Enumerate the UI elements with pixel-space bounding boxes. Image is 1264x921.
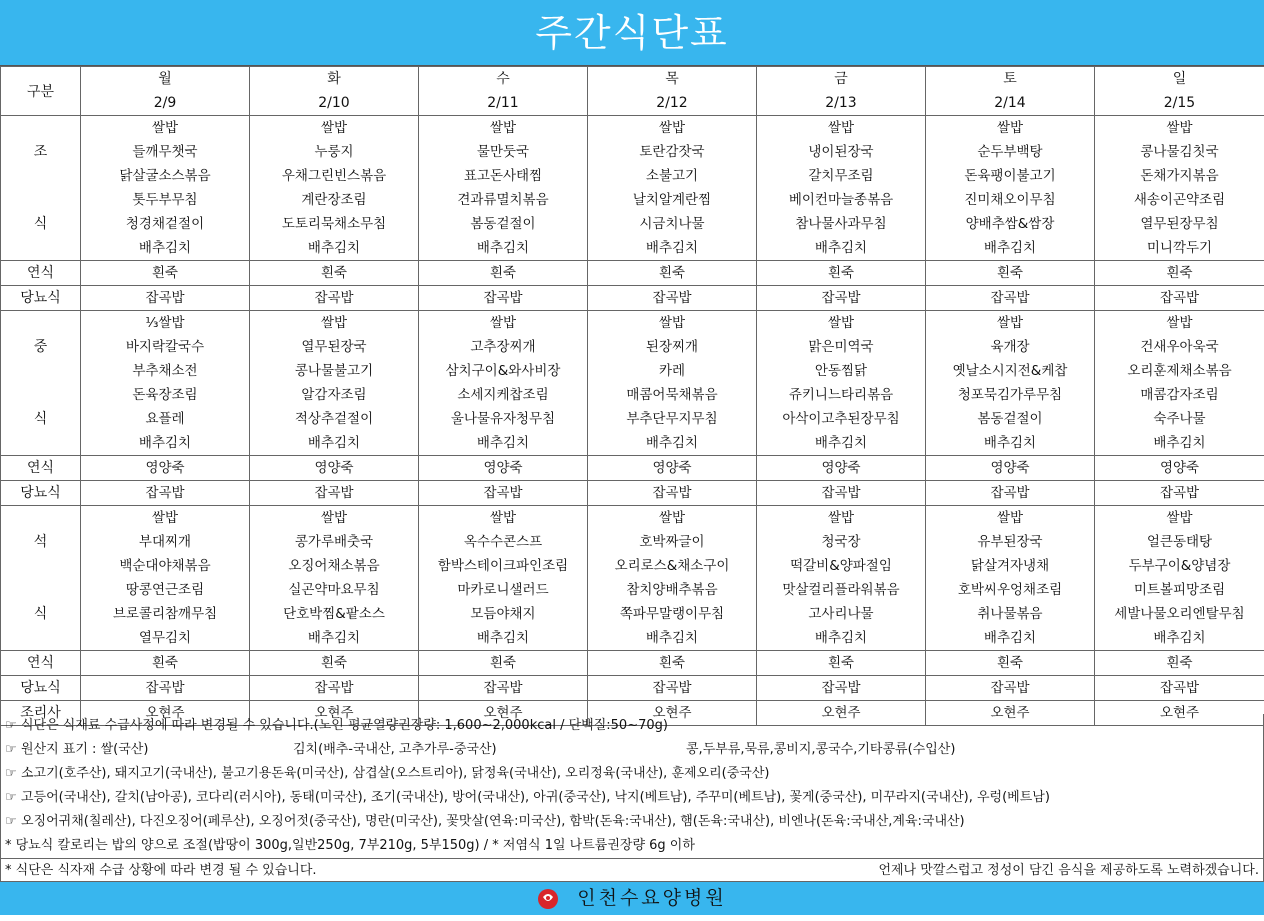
menu-item: 숙주나물 [1095,407,1264,431]
lunch-soft-label: 연식 [1,456,81,481]
dinner-label-bottom: 식 [1,602,80,626]
menu-item: 견과류멸치볶음 [419,188,587,212]
diabetic-menu-cell: 잡곡밥 [250,481,419,506]
notes-section [0,714,1264,858]
menu-item: 배추김치 [926,431,1094,455]
menu-item: 참치양배추볶음 [588,578,756,602]
soft-menu-cell: 흰죽 [250,651,419,676]
menu-item: 부대찌개 [81,530,249,554]
menu-item: 표고돈사태찜 [419,164,587,188]
lunch-day-cell [250,311,419,456]
menu-item: 두부구이&양념장 [1095,554,1264,578]
menu-item: 매콤어묵채볶음 [588,383,756,407]
menu-item: 쌀밥 [419,116,587,140]
menu-item: 안동찜닭 [757,359,925,383]
menu-item: 누룽지 [250,140,418,164]
dinner-day-cell [757,506,926,651]
pointer-icon: ☞ [5,810,21,834]
hospital-name: 인천수요양병원 [577,887,726,909]
soft-menu-cell: 영양죽 [757,456,926,481]
cook-name-cell: 오현주 [926,701,1095,726]
menu-item: 쌀밥 [926,311,1094,335]
diabetic-menu-cell: 잡곡밥 [81,481,250,506]
pointer-icon: ☞ [5,786,21,810]
menu-item: 쌀밥 [926,116,1094,140]
menu-item: 토란감잣국 [588,140,756,164]
menu-item: 배추김치 [588,236,756,260]
menu-item: 바지락칼국수 [81,335,249,359]
menu-item: 닭살겨자냉채 [926,554,1094,578]
menu-item: 건새우아욱국 [1095,335,1264,359]
breakfast-label-top: 조 [1,140,80,164]
day-header-cell [588,67,757,116]
menu-item: 쌀밥 [250,506,418,530]
soft-menu-cell: 흰죽 [757,651,926,676]
day-name: 토 [926,67,1094,91]
breakfast-day-cell [1095,116,1264,261]
soft-menu-cell: 흰죽 [757,261,926,286]
breakfast-label-cell [1,116,81,261]
soft-menu-cell: 흰죽 [419,261,588,286]
diabetic-menu-cell: 잡곡밥 [1095,286,1264,311]
menu-item: 쌀밥 [588,116,756,140]
day-header-cell [1095,67,1264,116]
menu-item: 쌀밥 [757,116,925,140]
soft-menu-cell: 흰죽 [926,651,1095,676]
lunch-diabetic-label: 당뇨식 [1,481,81,506]
breakfast-day-cell [250,116,419,261]
day-header-cell [250,67,419,116]
menu-item: 쌀밥 [757,506,925,530]
menu-item: 청경채겉절이 [81,212,249,236]
menu-item: 들깨무챗국 [81,140,249,164]
menu-item: 오리로스&채소구이 [588,554,756,578]
menu-item: 배추김치 [757,431,925,455]
day-date: 2/11 [419,91,587,115]
hospital-logo-icon [537,888,559,910]
footer [0,882,1264,915]
menu-item: 계란장조림 [250,188,418,212]
menu-item: 시금치나물 [588,212,756,236]
diabetic-menu-cell: 잡곡밥 [588,481,757,506]
menu-item: 배추김치 [419,431,587,455]
day-name: 목 [588,67,756,91]
diabetic-menu-cell: 잡곡밥 [757,286,926,311]
menu-item: 배추김치 [926,236,1094,260]
day-header-cell [926,67,1095,116]
dinner-diabetic-label: 당뇨식 [1,676,81,701]
change-notice: * 식단은 식자재 수급 상황에 따라 변경 될 수 있습니다. [5,863,317,878]
pointer-icon: ☞ [5,738,21,762]
menu-item: 고추장찌개 [419,335,587,359]
bottom-notice [0,858,1264,882]
menu-item: 콩나물김칫국 [1095,140,1264,164]
cook-label: 조리사 [1,701,81,726]
menu-item: 단호박찜&팥소스 [250,602,418,626]
day-date: 2/15 [1095,91,1264,115]
note-line-3: ☞ 소고기(호주산), 돼지고기(국내산), 불고기용돈육(미국산), 삼겹살(오스트리아), 닭정육(국내산), 오리정육(국내산), 훈제오리(중국산) [1,762,1263,786]
menu-item: 쌀밥 [81,116,249,140]
cook-name-cell: 오현주 [419,701,588,726]
menu-item: 실곤약마요무침 [250,578,418,602]
note-line-4: ☞ 고등어(국내산), 갈치(남아공), 코다리(러시아), 동태(미국산), 조기(국내산), 방어(국내산), 아귀(중국산), 낙지(베트남), 주꾸미(베트남), 꽃게(중국산), 미꾸라지(국내산), 우렁(베트남) [1,786,1263,810]
menu-item: 모듬야채지 [419,602,587,626]
dinner-menu-row [1,506,1264,651]
menu-item: 브로콜리참깨무침 [81,602,249,626]
menu-item: 마카로니샐러드 [419,578,587,602]
origin-beans: 콩,두부류,묵류,콩비지,콩국수,기타콩류(수입산) [686,738,955,762]
lunch-label-bottom: 식 [1,407,80,431]
menu-item: 양배추쌈&쌈장 [926,212,1094,236]
soft-menu-cell: 영양죽 [419,456,588,481]
menu-item: 배추김치 [419,236,587,260]
menu-item: 맑은미역국 [757,335,925,359]
header-label-cell [1,67,81,116]
dinner-day-cell [419,506,588,651]
menu-item: 울나물유자청무침 [419,407,587,431]
menu-item: 맛살컬리플라워볶음 [757,578,925,602]
diabetic-menu-cell: 잡곡밥 [757,676,926,701]
breakfast-diabetic-label: 당뇨식 [1,286,81,311]
lunch-label-cell [1,311,81,456]
soft-menu-cell: 영양죽 [81,456,250,481]
soft-menu-cell: 흰죽 [1095,651,1264,676]
soft-menu-cell: 영양죽 [588,456,757,481]
menu-item: ⅓쌀밥 [81,311,249,335]
dinner-label-cell [1,506,81,651]
dinner-day-cell [250,506,419,651]
lunch-day-cell [588,311,757,456]
breakfast-soft-row [1,261,1264,286]
dinner-diabetic-row [1,676,1264,701]
pointer-icon: ☞ [5,714,21,738]
day-date: 2/13 [757,91,925,115]
breakfast-label-bottom: 식 [1,212,80,236]
soft-menu-cell: 흰죽 [588,261,757,286]
menu-item: 청포묵김가루무침 [926,383,1094,407]
menu-item: 콩나물불고기 [250,359,418,383]
menu-item: 봄동겉절이 [419,212,587,236]
menu-item: 된장찌개 [588,335,756,359]
menu-item: 열무김치 [81,626,249,650]
note-line-5: ☞ 오징어귀채(칠레산), 다진오징어(페루산), 오징어젓(중국산), 명란(미국산), 꽃맛살(연육:미국산), 함박(돈육:국내산), 햄(돈육:국내산), 비엔나(돈육:국내산,계육:국내산) [1,810,1263,834]
menu-item: 유부된장국 [926,530,1094,554]
menu-item: 옥수수콘스프 [419,530,587,554]
menu-item: 배추김치 [926,626,1094,650]
diabetic-menu-cell: 잡곡밥 [1095,481,1264,506]
dinner-day-cell [926,506,1095,651]
menu-item: 배추김치 [81,431,249,455]
lunch-label-top: 중 [1,335,80,359]
menu-item: 함박스테이크파인조림 [419,554,587,578]
diabetic-menu-cell: 잡곡밥 [588,676,757,701]
menu-item: 날치알계란찜 [588,188,756,212]
cook-name-cell: 오현주 [250,701,419,726]
menu-item: 삼치구이&와사비장 [419,359,587,383]
menu-item: 육개장 [926,335,1094,359]
menu-item: 미트볼피망조림 [1095,578,1264,602]
diabetic-menu-cell: 잡곡밥 [1095,676,1264,701]
menu-item: 봄동겉절이 [926,407,1094,431]
breakfast-menu-row [1,116,1264,261]
cook-name-cell: 오현주 [1095,701,1264,726]
breakfast-day-cell [926,116,1095,261]
menu-item: 쌀밥 [1095,506,1264,530]
lunch-day-cell [926,311,1095,456]
menu-item: 얼큰동태탕 [1095,530,1264,554]
menu-item: 배추김치 [757,236,925,260]
soft-menu-cell: 흰죽 [250,261,419,286]
menu-item: 배추김치 [250,431,418,455]
menu-item: 열무된장무침 [1095,212,1264,236]
cook-name-cell: 오현주 [81,701,250,726]
pointer-icon: ☞ [5,762,21,786]
soft-menu-cell: 흰죽 [1095,261,1264,286]
menu-item: 쌀밥 [81,506,249,530]
cook-name-cell: 오현주 [588,701,757,726]
menu-item: 소불고기 [588,164,756,188]
dinner-day-cell [81,506,250,651]
breakfast-day-cell [81,116,250,261]
menu-item: 알감자조림 [250,383,418,407]
lunch-day-cell [757,311,926,456]
soft-menu-cell: 흰죽 [588,651,757,676]
header-label: 구분 [1,81,80,101]
menu-item: 진미채오이무침 [926,188,1094,212]
lunch-diabetic-row [1,481,1264,506]
day-date: 2/14 [926,91,1094,115]
origin-rice: 원산지 표기 : 쌀(국산) [21,742,148,757]
dinner-day-cell [1095,506,1264,651]
menu-item: 떡갈비&양파절임 [757,554,925,578]
lunch-soft-row [1,456,1264,481]
menu-item: 매콤감자조림 [1095,383,1264,407]
diabetic-menu-cell: 잡곡밥 [81,676,250,701]
menu-item: 부추채소전 [81,359,249,383]
soft-menu-cell: 영양죽 [1095,456,1264,481]
menu-item: 배추김치 [250,236,418,260]
lunch-day-cell [419,311,588,456]
menu-item: 쌀밥 [250,116,418,140]
menu-item: 쌀밥 [926,506,1094,530]
menu-item: 새송이곤약조림 [1095,188,1264,212]
note-line-2 [1,738,1263,762]
menu-item: 백순대야채볶음 [81,554,249,578]
diabetic-menu-cell: 잡곡밥 [419,481,588,506]
dinner-label-top: 석 [1,530,80,554]
menu-item: 돈육팽이불고기 [926,164,1094,188]
lunch-day-cell [81,311,250,456]
cook-name-cell: 오현주 [757,701,926,726]
menu-item: 배추김치 [1095,431,1264,455]
menu-item: 오리훈제채소볶음 [1095,359,1264,383]
breakfast-diabetic-row [1,286,1264,311]
menu-item: 적상추겉절이 [250,407,418,431]
menu-item: 우채그린빈스볶음 [250,164,418,188]
day-date: 2/9 [81,91,249,115]
day-date: 2/10 [250,91,418,115]
diabetic-menu-cell: 잡곡밥 [250,286,419,311]
menu-item: 참나물사과무침 [757,212,925,236]
diabetic-menu-cell: 잡곡밥 [926,676,1095,701]
menu-item: 아삭이고추된장무침 [757,407,925,431]
soft-menu-cell: 영양죽 [250,456,419,481]
soft-menu-cell: 흰죽 [419,651,588,676]
page-title: 주간식단표 [0,0,1264,66]
menu-item: 배추김치 [1095,626,1264,650]
menu-item: 쌀밥 [588,506,756,530]
menu-item: 물만둣국 [419,140,587,164]
day-name: 월 [81,67,249,91]
menu-item: 도토리묵채소무침 [250,212,418,236]
soft-menu-cell: 영양죽 [926,456,1095,481]
breakfast-day-cell [419,116,588,261]
dinner-soft-label: 연식 [1,651,81,676]
day-name: 금 [757,67,925,91]
soft-menu-cell: 흰죽 [81,261,250,286]
menu-item: 오징어채소볶음 [250,554,418,578]
diabetic-menu-cell: 잡곡밥 [926,286,1095,311]
menu-item: 냉이된장국 [757,140,925,164]
day-header-cell [81,67,250,116]
day-name: 일 [1095,67,1264,91]
menu-item: 호박씨우엉채조림 [926,578,1094,602]
menu-item: 돈육장조림 [81,383,249,407]
menu-item: 요플레 [81,407,249,431]
weekly-menu-table [0,66,1264,726]
menu-item: 배추김치 [588,626,756,650]
diabetic-menu-cell: 잡곡밥 [250,676,419,701]
menu-item: 부추단무지무침 [588,407,756,431]
menu-item: 쌀밥 [419,506,587,530]
lunch-menu-row [1,311,1264,456]
menu-item: 쌀밥 [588,311,756,335]
menu-item: 세발나물오리엔탈무침 [1095,602,1264,626]
day-name: 화 [250,67,418,91]
breakfast-soft-label: 연식 [1,261,81,286]
menu-item: 콩가루배춧국 [250,530,418,554]
note-line-1: ☞ 식단은 식재료 수급사정에 따라 변경될 수 있습니다.(노인 평균열량권장량: 1,600~2,000kcal / 단백질:50~70g) [1,714,1263,738]
dinner-soft-row [1,651,1264,676]
menu-item: 고사리나물 [757,602,925,626]
menu-item: 돈채가지볶음 [1095,164,1264,188]
day-header-cell [419,67,588,116]
menu-item: 땅콩연근조림 [81,578,249,602]
menu-item: 카레 [588,359,756,383]
menu-item: 열무된장국 [250,335,418,359]
menu-item: 베이컨마늘종볶음 [757,188,925,212]
menu-item: 미니깍두기 [1095,236,1264,260]
menu-item: 순두부백탕 [926,140,1094,164]
menu-item: 취나물볶음 [926,602,1094,626]
menu-item: 쌀밥 [757,311,925,335]
menu-item: 배추김치 [419,626,587,650]
menu-item: 배추김치 [81,236,249,260]
note-line-6: * 당뇨식 칼로리는 밥의 양으로 조절(밥땅이 300g,일반250g, 7부210g, 5부150g) / * 저염식 1일 나트륨권장량 6g 이하 [1,834,1263,858]
breakfast-day-cell [757,116,926,261]
origin-kimchi: 김치(배추-국내산, 고추가루-중국산) [293,738,497,762]
soft-menu-cell: 흰죽 [81,651,250,676]
day-name: 수 [419,67,587,91]
breakfast-day-cell [588,116,757,261]
diabetic-menu-cell: 잡곡밥 [419,676,588,701]
menu-item: 쥬키니느타리볶음 [757,383,925,407]
lunch-day-cell [1095,311,1264,456]
menu-item: 쪽파무말랭이무침 [588,602,756,626]
menu-item: 옛날소시지전&케찹 [926,359,1094,383]
menu-item: 배추김치 [588,431,756,455]
soft-menu-cell: 흰죽 [926,261,1095,286]
menu-item: 배추김치 [250,626,418,650]
menu-item: 쌀밥 [1095,311,1264,335]
diabetic-menu-cell: 잡곡밥 [757,481,926,506]
slogan: 언제나 맛깔스럽고 정성이 담긴 음식을 제공하도록 노력하겠습니다. [878,859,1259,883]
menu-item: 갈치무조림 [757,164,925,188]
menu-item: 쌀밥 [1095,116,1264,140]
menu-item: 쌀밥 [419,311,587,335]
menu-item: 닭살굴소스볶음 [81,164,249,188]
diabetic-menu-cell: 잡곡밥 [81,286,250,311]
dinner-day-cell [588,506,757,651]
diabetic-menu-cell: 잡곡밥 [419,286,588,311]
diabetic-menu-cell: 잡곡밥 [926,481,1095,506]
menu-item: 호박짜글이 [588,530,756,554]
day-header-cell [757,67,926,116]
diabetic-menu-cell: 잡곡밥 [588,286,757,311]
menu-item: 톳두부무침 [81,188,249,212]
menu-item: 쌀밥 [250,311,418,335]
menu-item: 청국장 [757,530,925,554]
menu-item: 배추김치 [757,626,925,650]
menu-item: 소세지케찹조림 [419,383,587,407]
header-row [1,67,1264,116]
day-date: 2/12 [588,91,756,115]
